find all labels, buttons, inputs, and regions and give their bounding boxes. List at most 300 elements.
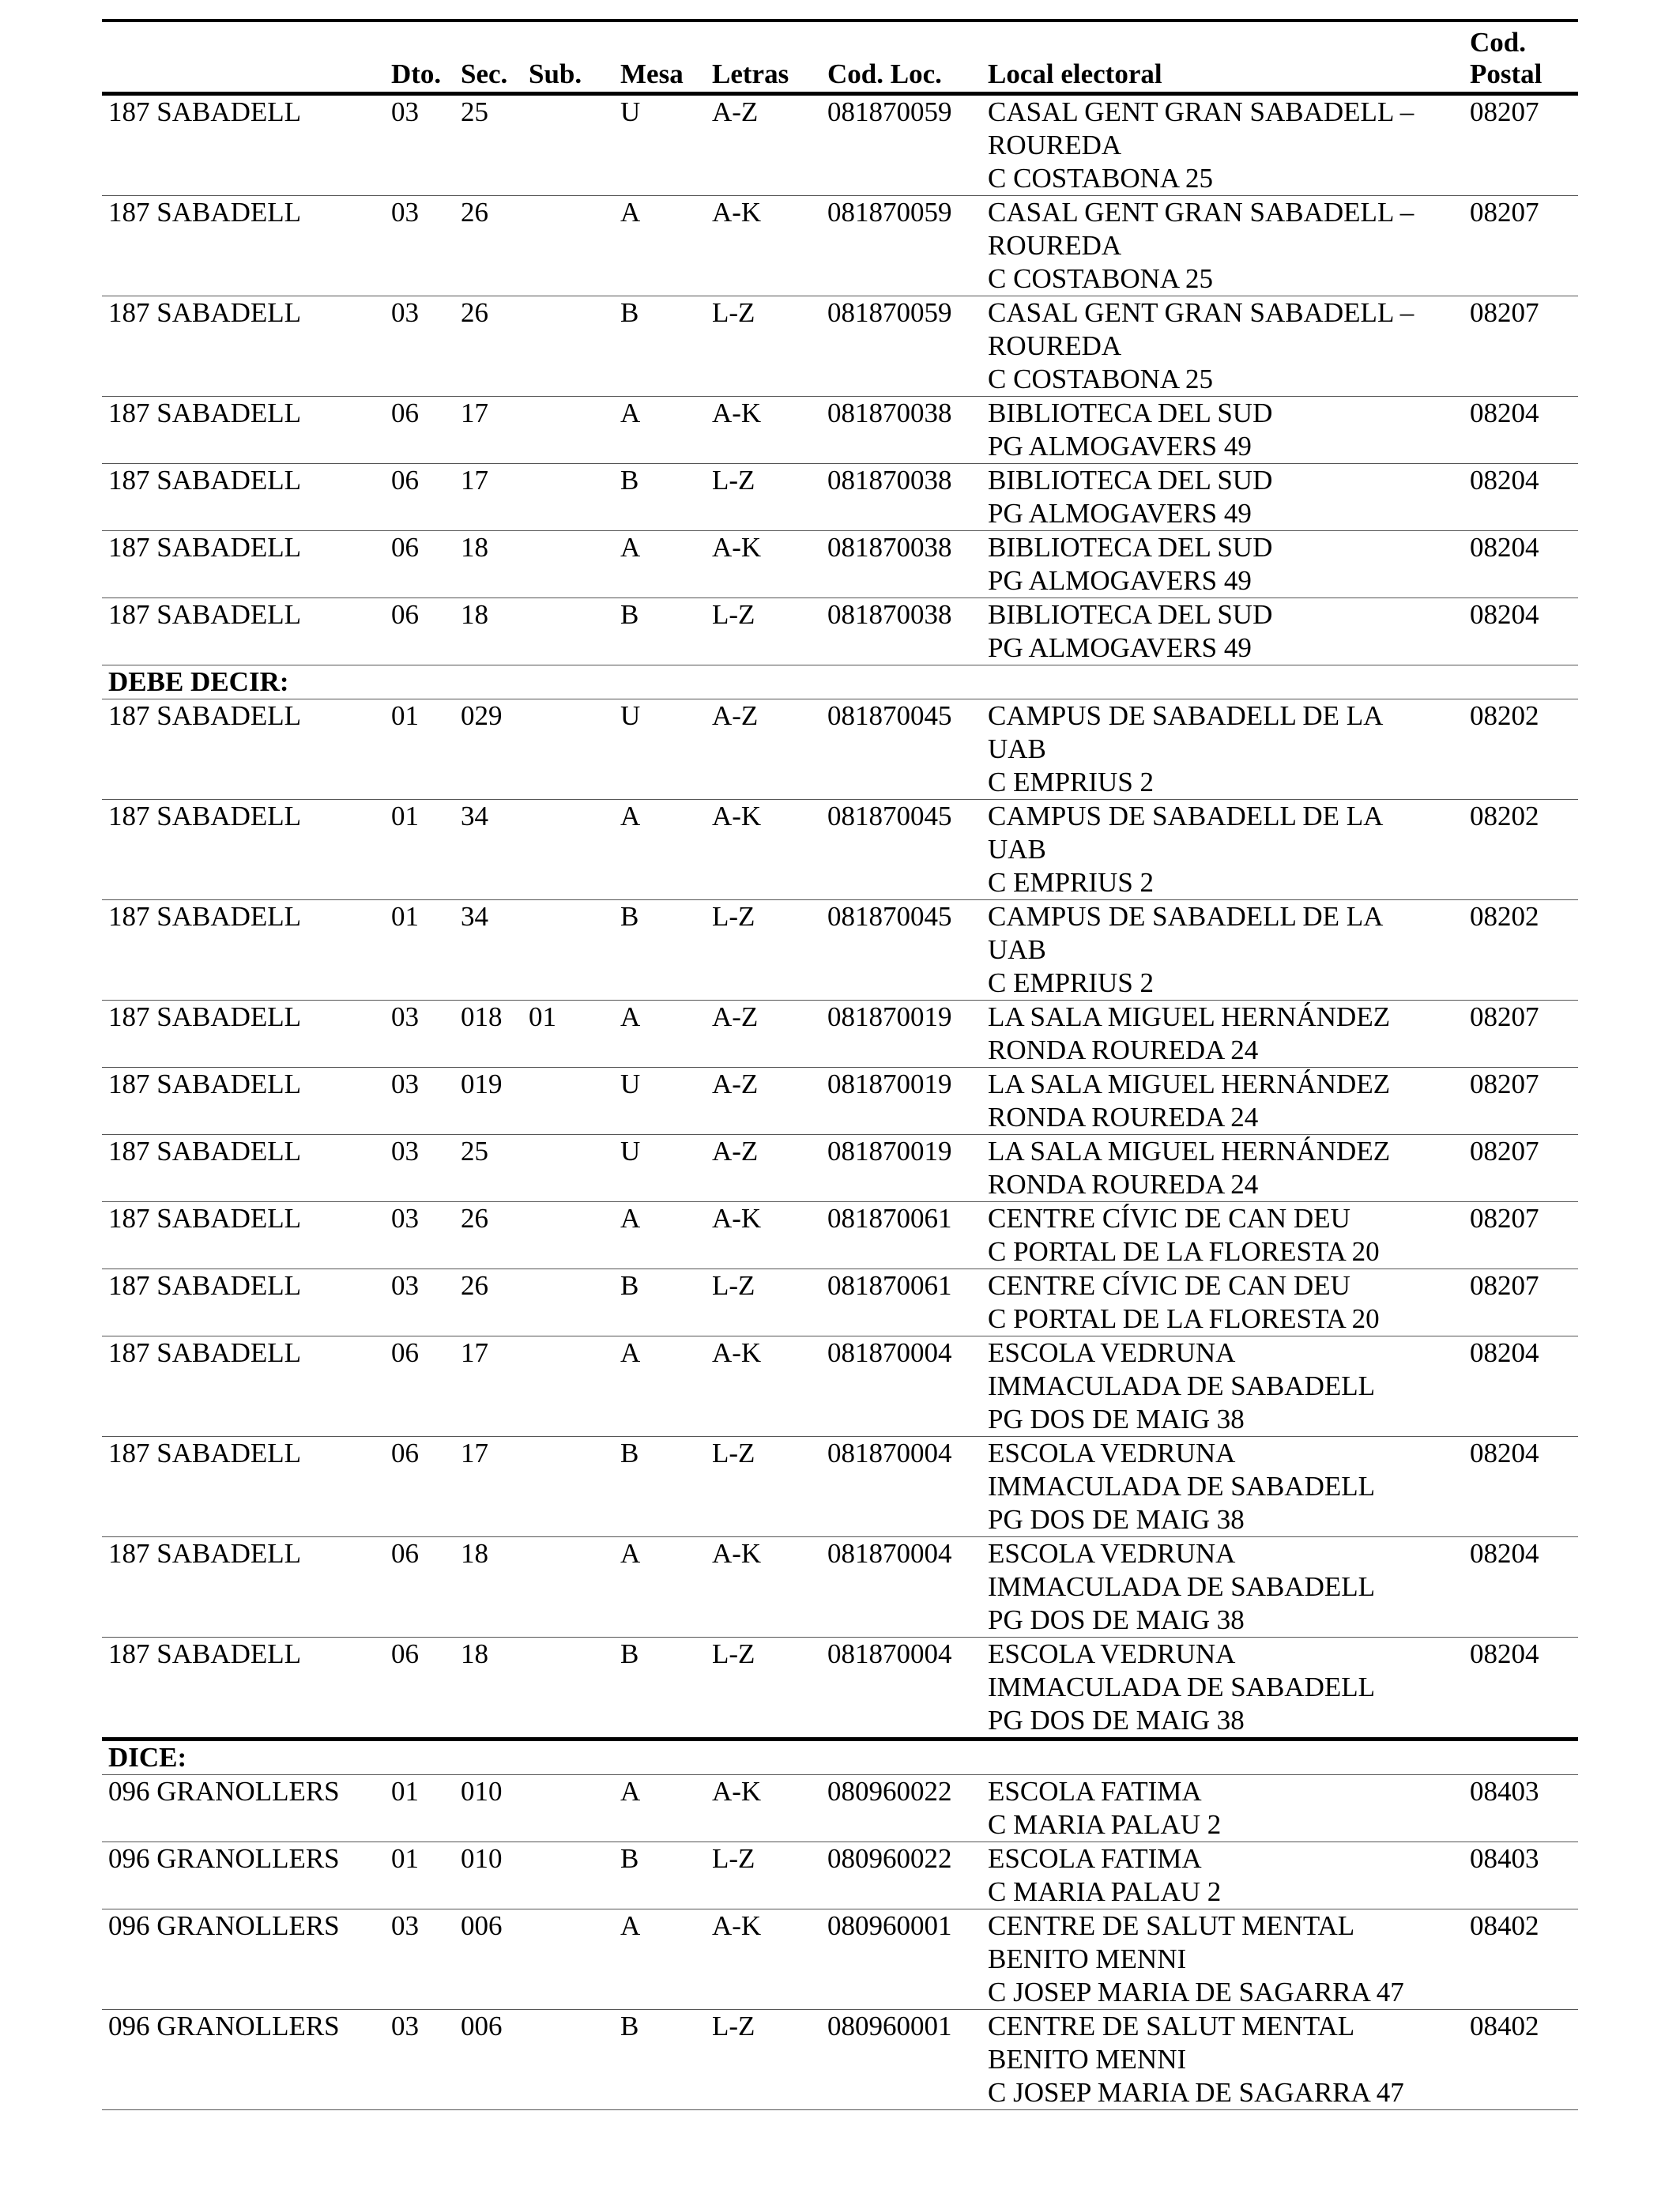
cell-mesa: B [620, 1843, 639, 1874]
cell-local-electoral [981, 1336, 1463, 1437]
cell-mesa: A [620, 1001, 641, 1032]
cell-letras: A-K [712, 1203, 762, 1234]
cell-cod-loc: 081870059 [827, 297, 952, 328]
table-row [102, 1842, 1578, 1909]
cell-dto: 06 [391, 1337, 419, 1368]
cell-sub [522, 1537, 614, 1638]
cell-sec: 17 [461, 398, 488, 428]
cell-dto: 03 [391, 197, 419, 228]
cell-cod-loc: 081870004 [827, 1337, 952, 1368]
cell-sub [522, 1909, 614, 2010]
cell-letras: A-K [712, 197, 762, 228]
cell-sub [522, 1775, 614, 1842]
cell-local-electoral [981, 699, 1463, 800]
cell-local-electoral [981, 2010, 1463, 2110]
cell-municipio: 187 SABADELL [108, 96, 302, 127]
cell-municipio: 096 GRANOLLERS [108, 1843, 340, 1874]
local-electoral-line: ESCOLA VEDRUNA [988, 1538, 1236, 1569]
cell-sec: 26 [461, 297, 488, 328]
table-row [102, 2010, 1578, 2110]
cell-cod-loc: 080960022 [827, 1776, 952, 1807]
table-row [102, 196, 1578, 296]
cell-cod-postal: 08207 [1470, 297, 1539, 328]
header-municipio [102, 21, 385, 94]
cell-cod-postal: 08204 [1470, 1337, 1539, 1368]
cell-sub [522, 296, 614, 397]
local-electoral-line: CENTRE CÍVIC DE CAN DEU [988, 1270, 1350, 1301]
cell-municipio: 187 SABADELL [108, 1438, 302, 1468]
cell-sub: 01 [529, 1001, 556, 1032]
cell-cod-postal: 08204 [1470, 398, 1539, 428]
cell-letras: L-Z [712, 1438, 755, 1468]
cell-local-electoral [981, 1001, 1463, 1068]
cell-cod-postal: 08204 [1470, 532, 1539, 563]
cell-mesa: B [620, 1638, 639, 1669]
cell-mesa: A [620, 1910, 641, 1941]
cell-sub [522, 531, 614, 598]
cell-mesa: B [620, 297, 639, 328]
cell-sec: 18 [461, 1638, 488, 1669]
cell-letras: L-Z [712, 901, 755, 932]
cell-dto: 06 [391, 1438, 419, 1468]
cell-cod-loc: 080960001 [827, 1910, 952, 1941]
cell-letras: A-K [712, 398, 762, 428]
cell-dto: 03 [391, 1136, 419, 1167]
cell-sub [522, 1437, 614, 1537]
local-electoral-line: BIBLIOTECA DEL SUD [988, 532, 1273, 563]
cell-mesa: A [620, 532, 641, 563]
table-row [102, 699, 1578, 800]
cell-letras: A-Z [712, 1136, 759, 1167]
table-row [102, 1269, 1578, 1336]
cell-municipio: 187 SABADELL [108, 465, 302, 496]
local-electoral-line: PG ALMOGAVERS 49 [988, 632, 1252, 663]
cell-dto: 01 [391, 801, 419, 831]
cell-sec: 010 [461, 1843, 503, 1874]
cell-sec: 17 [461, 465, 488, 496]
cell-municipio: 187 SABADELL [108, 1337, 302, 1368]
local-electoral-line: CENTRE DE SALUT MENTAL [988, 1910, 1355, 1941]
cell-mesa: A [620, 398, 641, 428]
cell-letras: L-Z [712, 1270, 755, 1301]
cell-sec: 019 [461, 1069, 503, 1099]
cell-municipio: 187 SABADELL [108, 297, 302, 328]
cell-cod-loc: 080960022 [827, 1843, 952, 1874]
cell-municipio: 187 SABADELL [108, 1538, 302, 1569]
table-row [102, 464, 1578, 531]
cell-letras: L-Z [712, 1843, 755, 1874]
cell-municipio: 187 SABADELL [108, 1203, 302, 1234]
cell-local-electoral [981, 1909, 1463, 2010]
local-electoral-line: BIBLIOTECA DEL SUD [988, 465, 1273, 496]
section-heading-row [102, 1740, 1578, 1775]
header-local-electoral: Local electoral [988, 58, 1162, 89]
cell-sec: 17 [461, 1438, 488, 1468]
cell-dto: 03 [391, 1069, 419, 1099]
local-electoral-line: CENTRE CÍVIC DE CAN DEU [988, 1203, 1350, 1234]
cell-sub [522, 1842, 614, 1909]
cell-dto: 03 [391, 297, 419, 328]
local-electoral-line: CAMPUS DE SABADELL DE LA [988, 801, 1384, 831]
local-electoral-line: BIBLIOTECA DEL SUD [988, 599, 1273, 630]
local-electoral-line: BENITO MENNI [988, 2044, 1187, 2075]
cell-cod-loc: 081870004 [827, 1638, 952, 1669]
cell-sec: 18 [461, 532, 488, 563]
table-row [102, 94, 1578, 196]
table-row [102, 1202, 1578, 1269]
local-electoral-line: LA SALA MIGUEL HERNÁNDEZ [988, 1069, 1391, 1099]
cell-sec: 26 [461, 1203, 488, 1234]
local-electoral-line: CASAL GENT GRAN SABADELL – [988, 197, 1414, 228]
table-row [102, 1909, 1578, 2010]
cell-mesa: U [620, 96, 641, 127]
local-electoral-line: UAB [988, 834, 1046, 865]
local-electoral-line: PG ALMOGAVERS 49 [988, 431, 1252, 462]
cell-mesa: B [620, 2011, 639, 2041]
cell-municipio: 187 SABADELL [108, 599, 302, 630]
cell-dto: 03 [391, 1910, 419, 1941]
cell-municipio: 187 SABADELL [108, 1136, 302, 1167]
cell-sub [522, 397, 614, 464]
polling-stations-table [102, 19, 1578, 2110]
cell-cod-loc: 081870019 [827, 1136, 952, 1167]
cell-cod-loc: 081870059 [827, 96, 952, 127]
table-row [102, 1775, 1578, 1842]
cell-cod-loc: 081870059 [827, 197, 952, 228]
cell-letras: A-Z [712, 1001, 759, 1032]
table-header [102, 21, 1578, 94]
cell-municipio: 187 SABADELL [108, 398, 302, 428]
cell-letras: A-K [712, 1776, 762, 1807]
cell-municipio: 187 SABADELL [108, 532, 302, 563]
local-electoral-line: ESCOLA VEDRUNA [988, 1438, 1236, 1468]
cell-sub [522, 699, 614, 800]
cell-municipio: 187 SABADELL [108, 1001, 302, 1032]
cell-letras: A-Z [712, 700, 759, 731]
table-row [102, 598, 1578, 665]
section-heading: DICE: [108, 1742, 187, 1773]
local-electoral-line: LA SALA MIGUEL HERNÁNDEZ [988, 1001, 1391, 1032]
cell-local-electoral [981, 598, 1463, 665]
cell-sec: 17 [461, 1337, 488, 1368]
cell-dto: 06 [391, 398, 419, 428]
cell-local-electoral [981, 1202, 1463, 1269]
cell-cod-loc: 081870045 [827, 700, 952, 731]
cell-municipio: 187 SABADELL [108, 1638, 302, 1669]
local-electoral-line: C EMPRIUS 2 [988, 767, 1155, 797]
table-row [102, 800, 1578, 900]
local-electoral-line: CAMPUS DE SABADELL DE LA [988, 901, 1384, 932]
cell-cod-loc: 081870038 [827, 532, 952, 563]
cell-letras: A-K [712, 1337, 762, 1368]
cell-dto: 03 [391, 1203, 419, 1234]
cell-dto: 06 [391, 599, 419, 630]
cell-letras: L-Z [712, 2011, 755, 2041]
cell-mesa: B [620, 599, 639, 630]
cell-mesa: A [620, 1337, 641, 1368]
cell-municipio: 187 SABADELL [108, 700, 302, 731]
table-row [102, 397, 1578, 464]
local-electoral-line: BIBLIOTECA DEL SUD [988, 398, 1273, 428]
cell-cod-loc: 081870038 [827, 599, 952, 630]
cell-local-electoral [981, 464, 1463, 531]
header-sub: Sub. [529, 58, 582, 89]
local-electoral-line: PG ALMOGAVERS 49 [988, 498, 1252, 529]
local-electoral-line: RONDA ROUREDA 24 [988, 1035, 1259, 1065]
cell-sub [522, 2010, 614, 2110]
cell-cod-postal: 08402 [1470, 2011, 1539, 2041]
cell-cod-loc: 081870004 [827, 1538, 952, 1569]
cell-cod-postal: 08202 [1470, 801, 1539, 831]
table-row [102, 531, 1578, 598]
cell-local-electoral [981, 1068, 1463, 1135]
local-electoral-line: C JOSEP MARIA DE SAGARRA 47 [988, 2077, 1404, 2108]
local-electoral-line: IMMACULADA DE SABADELL [988, 1471, 1375, 1502]
header-row [102, 21, 1578, 94]
local-electoral-line: PG ALMOGAVERS 49 [988, 565, 1252, 596]
cell-letras: A-K [712, 532, 762, 563]
cell-letras: A-Z [712, 96, 759, 127]
cell-sub [522, 1068, 614, 1135]
cell-sec: 26 [461, 1270, 488, 1301]
cell-sub [522, 1202, 614, 1269]
cell-sec: 25 [461, 1136, 488, 1167]
local-electoral-line: ROUREDA [988, 230, 1122, 261]
cell-sub [522, 900, 614, 1001]
cell-cod-loc: 080960001 [827, 2011, 952, 2041]
cell-cod-postal: 08204 [1470, 1638, 1539, 1669]
cell-municipio: 187 SABADELL [108, 801, 302, 831]
cell-sub [522, 1269, 614, 1336]
cell-local-electoral [981, 94, 1463, 196]
cell-letras: A-Z [712, 1069, 759, 1099]
cell-dto: 06 [391, 532, 419, 563]
cell-dto: 01 [391, 901, 419, 932]
cell-cod-loc: 081870038 [827, 398, 952, 428]
cell-sec: 26 [461, 197, 488, 228]
table-row [102, 1336, 1578, 1437]
cell-sec: 25 [461, 96, 488, 127]
header-dto: Dto. [391, 58, 442, 89]
cell-cod-loc: 081870038 [827, 465, 952, 496]
cell-cod-loc: 081870061 [827, 1270, 952, 1301]
cell-dto: 01 [391, 1843, 419, 1874]
local-electoral-line: ROUREDA [988, 130, 1122, 160]
local-electoral-line: C COSTABONA 25 [988, 364, 1214, 394]
cell-dto: 01 [391, 700, 419, 731]
local-electoral-line: PG DOS DE MAIG 38 [988, 1705, 1245, 1736]
cell-letras: L-Z [712, 297, 755, 328]
document-page [102, 19, 1578, 2110]
cell-dto: 06 [391, 465, 419, 496]
cell-dto: 03 [391, 1001, 419, 1032]
cell-cod-postal: 08207 [1470, 197, 1539, 228]
cell-local-electoral [981, 196, 1463, 296]
cell-dto: 03 [391, 2011, 419, 2041]
local-electoral-line: C PORTAL DE LA FLORESTA 20 [988, 1303, 1380, 1334]
cell-dto: 06 [391, 1638, 419, 1669]
cell-cod-postal: 08207 [1470, 1203, 1539, 1234]
local-electoral-line: UAB [988, 934, 1046, 965]
cell-cod-postal: 08204 [1470, 465, 1539, 496]
header-mesa: Mesa [620, 58, 684, 89]
local-electoral-line: C COSTABONA 25 [988, 163, 1214, 194]
cell-dto: 03 [391, 96, 419, 127]
cell-mesa: U [620, 1136, 641, 1167]
cell-mesa: A [620, 1776, 641, 1807]
local-electoral-line: ESCOLA FATIMA [988, 1843, 1202, 1874]
header-sec: Sec. [461, 58, 508, 89]
cell-dto: 03 [391, 1270, 419, 1301]
cell-municipio: 187 SABADELL [108, 1270, 302, 1301]
cell-local-electoral [981, 296, 1463, 397]
cell-sub [522, 1336, 614, 1437]
local-electoral-line: ESCOLA VEDRUNA [988, 1638, 1236, 1669]
section-heading: DEBE DECIR: [108, 666, 289, 697]
table-row [102, 900, 1578, 1001]
cell-municipio: 187 SABADELL [108, 197, 302, 228]
local-electoral-line: C JOSEP MARIA DE SAGARRA 47 [988, 1977, 1404, 2007]
cell-sec: 029 [461, 700, 503, 731]
table-row [102, 296, 1578, 397]
cell-cod-loc: 081870004 [827, 1438, 952, 1468]
cell-dto: 01 [391, 1776, 419, 1807]
local-electoral-line: C EMPRIUS 2 [988, 867, 1155, 898]
local-electoral-line: CENTRE DE SALUT MENTAL [988, 2011, 1355, 2041]
local-electoral-line: BENITO MENNI [988, 1943, 1187, 1974]
cell-local-electoral [981, 800, 1463, 900]
cell-local-electoral [981, 900, 1463, 1001]
cell-letras: A-K [712, 1910, 762, 1941]
header-cod-postal-line1: Cod. [1470, 27, 1526, 58]
cell-cod-loc: 081870019 [827, 1069, 952, 1099]
local-electoral-line: PG DOS DE MAIG 38 [988, 1604, 1245, 1635]
table-row [102, 1638, 1578, 1740]
cell-cod-postal: 08402 [1470, 1910, 1539, 1941]
local-electoral-line: IMMACULADA DE SABADELL [988, 1672, 1375, 1702]
cell-local-electoral [981, 1842, 1463, 1909]
cell-cod-postal: 08202 [1470, 700, 1539, 731]
cell-mesa: U [620, 1069, 641, 1099]
local-electoral-line: C MARIA PALAU 2 [988, 1809, 1222, 1840]
cell-mesa: A [620, 197, 641, 228]
cell-mesa: U [620, 700, 641, 731]
cell-cod-postal: 08207 [1470, 1270, 1539, 1301]
cell-sec: 34 [461, 801, 488, 831]
local-electoral-line: IMMACULADA DE SABADELL [988, 1571, 1375, 1602]
header-letras: Letras [712, 58, 789, 89]
cell-cod-loc: 081870019 [827, 1001, 952, 1032]
local-electoral-line: PG DOS DE MAIG 38 [988, 1504, 1245, 1535]
cell-local-electoral [981, 1638, 1463, 1740]
local-electoral-line: ESCOLA FATIMA [988, 1776, 1202, 1807]
header-cod-postal [1463, 21, 1578, 94]
header-cod-postal-line2: Postal [1470, 58, 1543, 89]
local-electoral-line: PG DOS DE MAIG 38 [988, 1404, 1245, 1434]
local-electoral-line: LA SALA MIGUEL HERNÁNDEZ [988, 1136, 1391, 1167]
cell-mesa: A [620, 1203, 641, 1234]
local-electoral-line: C MARIA PALAU 2 [988, 1876, 1222, 1907]
cell-cod-loc: 081870045 [827, 901, 952, 932]
cell-cod-postal: 08204 [1470, 599, 1539, 630]
cell-letras: L-Z [712, 599, 755, 630]
cell-local-electoral [981, 531, 1463, 598]
cell-municipio: 096 GRANOLLERS [108, 1776, 340, 1807]
local-electoral-line: CASAL GENT GRAN SABADELL – [988, 96, 1414, 127]
local-electoral-line: ROUREDA [988, 330, 1122, 361]
cell-local-electoral [981, 1437, 1463, 1537]
cell-sec: 006 [461, 2011, 503, 2041]
cell-local-electoral [981, 1269, 1463, 1336]
cell-letras: A-K [712, 801, 762, 831]
cell-letras: L-Z [712, 465, 755, 496]
cell-sub [522, 464, 614, 531]
local-electoral-line: IMMACULADA DE SABADELL [988, 1370, 1375, 1401]
local-electoral-line: ESCOLA VEDRUNA [988, 1337, 1236, 1368]
cell-mesa: B [620, 1438, 639, 1468]
cell-sec: 006 [461, 1910, 503, 1941]
cell-sub [522, 598, 614, 665]
table-row [102, 1135, 1578, 1202]
table-row [102, 1001, 1578, 1068]
header-cod-loc: Cod. Loc. [827, 58, 942, 89]
cell-letras: L-Z [712, 1638, 755, 1669]
cell-mesa: A [620, 1538, 641, 1569]
local-electoral-line: C COSTABONA 25 [988, 263, 1214, 294]
table-row [102, 1537, 1578, 1638]
cell-cod-postal: 08202 [1470, 901, 1539, 932]
cell-sec: 018 [461, 1001, 503, 1032]
cell-sec: 18 [461, 1538, 488, 1569]
cell-cod-postal: 08403 [1470, 1776, 1539, 1807]
cell-mesa: B [620, 901, 639, 932]
cell-sec: 18 [461, 599, 488, 630]
cell-municipio: 187 SABADELL [108, 901, 302, 932]
local-electoral-line: UAB [988, 733, 1046, 764]
cell-cod-postal: 08204 [1470, 1438, 1539, 1468]
cell-mesa: A [620, 801, 641, 831]
local-electoral-line: C PORTAL DE LA FLORESTA 20 [988, 1236, 1380, 1267]
cell-sec: 34 [461, 901, 488, 932]
cell-cod-postal: 08207 [1470, 1136, 1539, 1167]
cell-municipio: 096 GRANOLLERS [108, 1910, 340, 1941]
cell-local-electoral [981, 1537, 1463, 1638]
cell-sub [522, 1638, 614, 1740]
cell-cod-postal: 08207 [1470, 1001, 1539, 1032]
cell-local-electoral [981, 397, 1463, 464]
cell-local-electoral [981, 1135, 1463, 1202]
section-heading-row [102, 665, 1578, 699]
local-electoral-line: CAMPUS DE SABADELL DE LA [988, 700, 1384, 731]
cell-local-electoral [981, 1775, 1463, 1842]
cell-cod-postal: 08204 [1470, 1538, 1539, 1569]
local-electoral-line: CASAL GENT GRAN SABADELL – [988, 297, 1414, 328]
cell-sub [522, 800, 614, 900]
cell-cod-postal: 08403 [1470, 1843, 1539, 1874]
cell-cod-postal: 08207 [1470, 96, 1539, 127]
cell-cod-loc: 081870061 [827, 1203, 952, 1234]
cell-sub [522, 196, 614, 296]
cell-sub [522, 1135, 614, 1202]
cell-sec: 010 [461, 1776, 503, 1807]
local-electoral-line: RONDA ROUREDA 24 [988, 1169, 1259, 1200]
table-body [102, 94, 1578, 2110]
cell-mesa: B [620, 465, 639, 496]
cell-municipio: 096 GRANOLLERS [108, 2011, 340, 2041]
cell-municipio: 187 SABADELL [108, 1069, 302, 1099]
cell-mesa: B [620, 1270, 639, 1301]
cell-sub [522, 94, 614, 196]
